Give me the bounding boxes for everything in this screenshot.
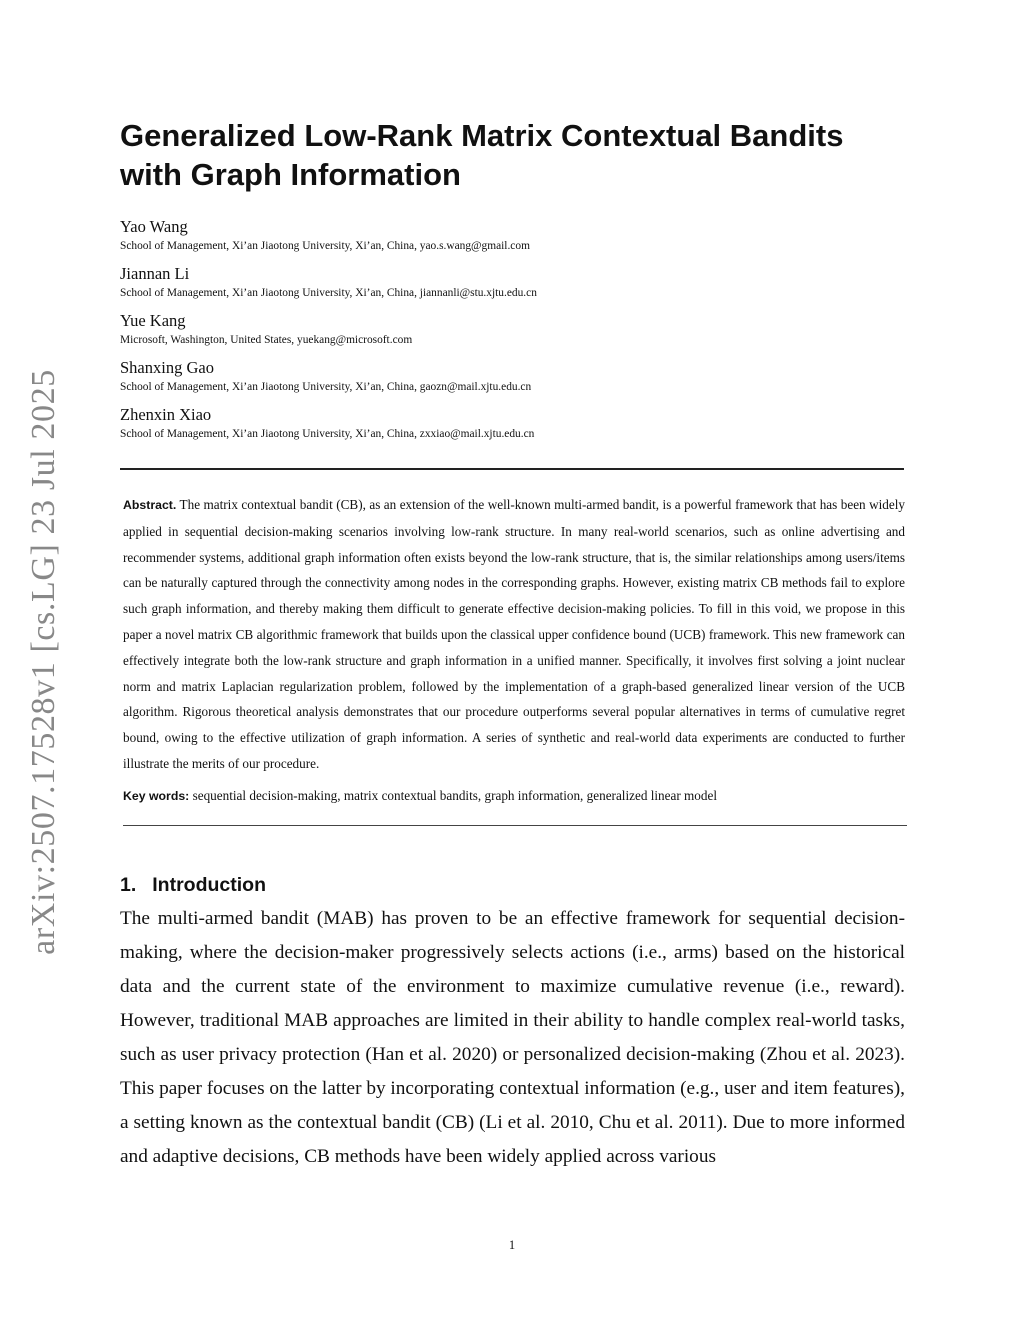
author-block — [120, 216, 905, 254]
author-affiliation: School of Management, Xi’an Jiaotong University, Xi’an, China, yao.s.wang@gmail.com — [120, 240, 530, 252]
author-block — [120, 404, 905, 442]
author-affiliation: Microsoft, Washington, United States, yuekang@microsoft.com — [120, 334, 413, 346]
arxiv-identifier-stamp: arXiv:2507.17528v1 [cs.LG] 23 Jul 2025 — [25, 369, 62, 955]
author-name: Yue Kang — [120, 311, 186, 330]
author-name: Jiannan Li — [120, 264, 190, 283]
author-list — [120, 216, 905, 442]
intro-paragraph: The multi-armed bandit (MAB) has proven to be an effective framework for sequential decision-making, where the decision-maker progressively selects actions (i.e., arms) based on the historical data and the current state of the environment to maximize cumulative revenue (i.e., reward). However, traditional MAB approaches are limited in their ability to handle complex real-world tasks, such as user privacy protection (Han et al. 2020) or personalized decision-making (Zhou et al. 2023). This paper focuses on the latter by incorporating contextual information (e.g., user and item features), a setting known as the contextual bandit (CB) (Li et al. 2010, Chu et al. 2011). Due to more informed and adaptive decisions, CB methods have been widely applied across various — [120, 907, 905, 1167]
paper-page — [120, 116, 905, 1174]
author-block — [120, 310, 905, 348]
title-line-2: with Graph Information — [120, 157, 461, 192]
header-divider — [120, 468, 904, 470]
author-affiliation: School of Management, Xi’an Jiaotong University, Xi’an, China, zxxiao@mail.xjtu.edu.cn — [120, 428, 535, 440]
abstract-text: The matrix contextual bandit (CB), as an extension of the well-known multi-armed bandit, is a powerful framework that has been widely applied in sequential decision-making scenarios involving low-rank structure. In many real-world scenarios, such as online advertising and recommender systems, additional graph information often exists beyond the low-rank structure, that is, the similar relationships among users/items can be naturally captured through the connectivity among nodes in the corresponding graphs. However, existing matrix CB methods fail to explore such graph information, and thereby making them difficult to generate effective decision-making policies. To fill in this void, we propose in this paper a novel matrix CB algorithmic framework that builds upon the classical upper confidence bound (UCB) framework. This new framework can effectively integrate both the low-rank structure and graph information in a unified manner. Specifically, it involves first solving a joint nuclear norm and matrix Laplacian regularization problem, followed by the implementation of a graph-based generalized linear version of the UCB algorithm. Rigorous theoretical analysis demonstrates that our procedure outperforms several popular alternatives in terms of cumulative regret bound, owing to the effective utilization of graph information. A series of synthetic and real-world data experiments are conducted to further illustrate the merits of our procedure. — [123, 497, 905, 771]
section-title: Introduction — [152, 873, 266, 896]
author-name: Shanxing Gao — [120, 358, 214, 377]
keywords-text: sequential decision-making, matrix contextual bandits, graph information, generalized linear model — [192, 787, 717, 803]
abstract — [120, 492, 905, 777]
author-affiliation: School of Management, Xi’an Jiaotong University, Xi’an, China, jiannanli@stu.xjtu.edu.cn — [120, 287, 537, 299]
section-heading — [120, 872, 905, 898]
paper-title — [120, 116, 905, 194]
author-block — [120, 357, 905, 395]
author-name: Yao Wang — [120, 217, 188, 236]
page-number: 1 — [508, 1238, 516, 1252]
keywords-label: Key words: — [123, 788, 190, 803]
abstract-divider — [123, 825, 907, 826]
author-block — [120, 263, 905, 301]
abstract-label: Abstract. — [123, 498, 177, 512]
author-affiliation: School of Management, Xi’an Jiaotong University, Xi’an, China, gaozn@mail.xjtu.edu.cn — [120, 381, 532, 393]
keywords — [120, 785, 905, 807]
title-line-1: Generalized Low-Rank Matrix Contextual Bandits — [120, 118, 844, 153]
author-name: Zhenxin Xiao — [120, 405, 212, 424]
section-number: 1. — [120, 873, 137, 896]
